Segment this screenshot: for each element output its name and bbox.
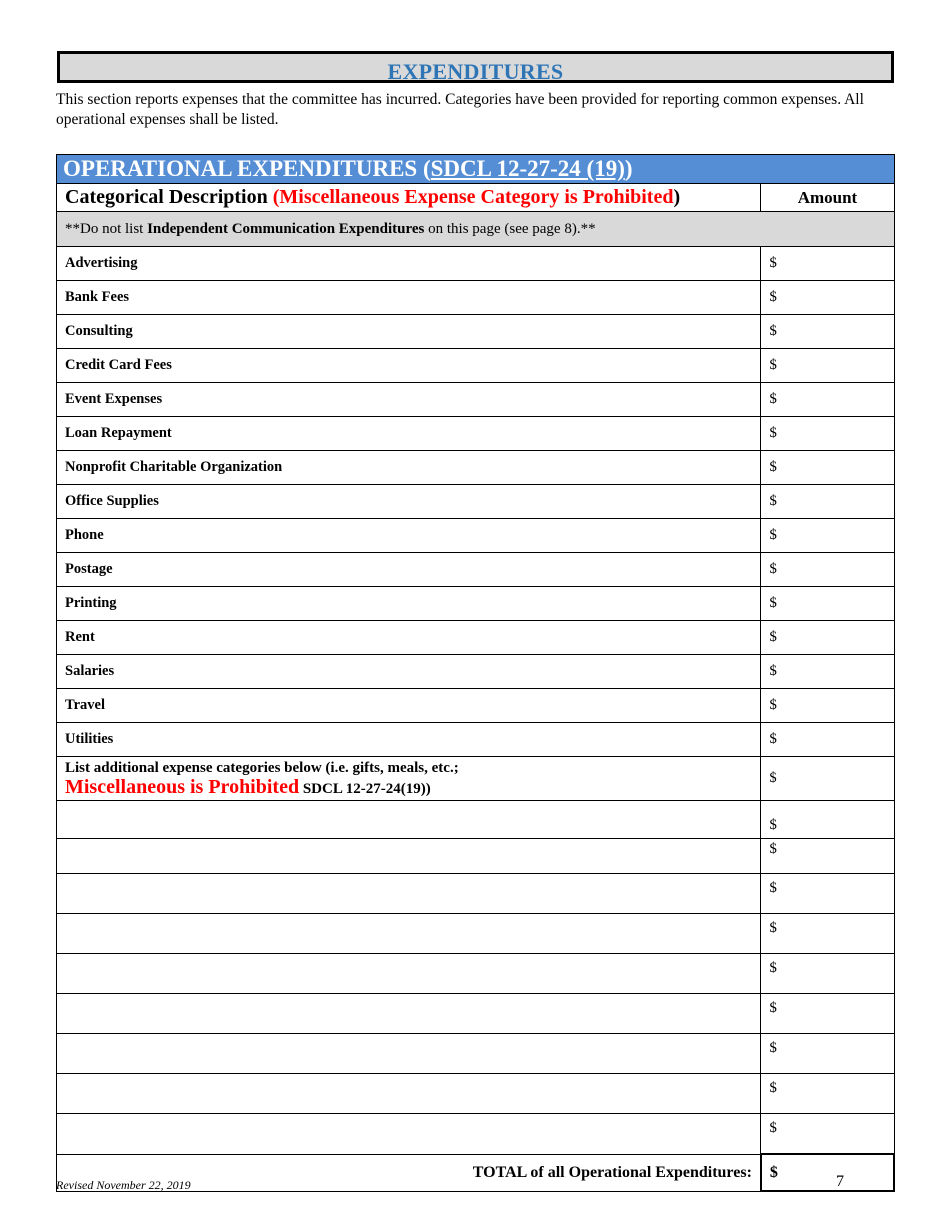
additional-statute: SDCL 12-27-24(19)) bbox=[299, 780, 431, 797]
currency-symbol: $ bbox=[769, 1163, 778, 1181]
note-suffix: on this page (see page 8).** bbox=[424, 220, 596, 237]
currency-symbol: $ bbox=[769, 817, 777, 833]
currency-symbol: $ bbox=[769, 731, 777, 747]
table-row bbox=[57, 689, 895, 723]
currency-symbol: $ bbox=[769, 1120, 777, 1136]
currency-symbol: $ bbox=[769, 323, 777, 339]
category-entry-field[interactable] bbox=[57, 874, 761, 914]
table-row bbox=[57, 417, 895, 451]
category-entry-field[interactable] bbox=[57, 954, 761, 994]
currency-symbol: $ bbox=[769, 493, 777, 509]
expense-category-label: Credit Card Fees bbox=[57, 349, 761, 383]
total-label: TOTAL of all Operational Expenditures: bbox=[57, 1154, 761, 1191]
table-header bbox=[57, 155, 895, 184]
blank-entry-row bbox=[57, 839, 895, 874]
note-text bbox=[57, 212, 895, 247]
currency-symbol: $ bbox=[769, 289, 777, 305]
amount-field[interactable] bbox=[761, 281, 894, 315]
table-row bbox=[57, 247, 895, 281]
expense-category-label: Office Supplies bbox=[57, 485, 761, 519]
table-row bbox=[57, 655, 895, 689]
table-row bbox=[57, 485, 895, 519]
prohibited-warning: Miscellaneous Expense Category is Prohibited bbox=[279, 186, 674, 208]
amount-field[interactable] bbox=[761, 621, 894, 655]
currency-symbol: $ bbox=[769, 357, 777, 373]
amount-field[interactable] bbox=[761, 757, 894, 801]
expense-items bbox=[57, 247, 895, 757]
additional-categories-label bbox=[57, 757, 761, 801]
table-row bbox=[57, 621, 895, 655]
currency-symbol: $ bbox=[769, 1040, 777, 1056]
amount-header: Amount bbox=[761, 184, 894, 212]
category-entry-field[interactable] bbox=[57, 1034, 761, 1074]
amount-field[interactable] bbox=[761, 1074, 894, 1114]
total-amount-field[interactable] bbox=[761, 1154, 894, 1191]
currency-symbol: $ bbox=[769, 841, 777, 857]
amount-field[interactable] bbox=[761, 553, 894, 587]
amount-field[interactable] bbox=[761, 349, 894, 383]
amount-field[interactable] bbox=[761, 247, 894, 281]
amount-field[interactable] bbox=[761, 655, 894, 689]
statute-link[interactable]: SDCL 12-27-24 (19) bbox=[430, 156, 625, 181]
expense-category-label: Rent bbox=[57, 621, 761, 655]
table-row bbox=[57, 349, 895, 383]
currency-symbol: $ bbox=[769, 527, 777, 543]
expense-category-label: Travel bbox=[57, 689, 761, 723]
expense-category-label: Loan Repayment bbox=[57, 417, 761, 451]
amount-field[interactable] bbox=[761, 1114, 894, 1155]
cat-close-paren: ) bbox=[673, 186, 681, 208]
category-entry-field[interactable] bbox=[57, 1114, 761, 1155]
expense-category-label: Nonprofit Charitable Organization bbox=[57, 451, 761, 485]
category-entry-field[interactable] bbox=[57, 914, 761, 954]
table-header-row bbox=[57, 155, 895, 184]
currency-symbol: $ bbox=[769, 880, 777, 896]
currency-symbol: $ bbox=[769, 1080, 777, 1096]
page-title: EXPENDITURES bbox=[387, 59, 564, 84]
amount-field[interactable] bbox=[761, 994, 894, 1034]
additional-misc: Miscellaneous is Prohibited bbox=[65, 775, 300, 798]
amount-field[interactable] bbox=[761, 874, 894, 914]
page-number: 7 bbox=[836, 1173, 844, 1190]
table-row bbox=[57, 281, 895, 315]
blank-entry-row bbox=[57, 801, 895, 839]
additional-categories-row bbox=[57, 757, 895, 801]
currency-symbol: $ bbox=[769, 459, 777, 475]
amount-field[interactable] bbox=[761, 914, 894, 954]
amount-field[interactable] bbox=[761, 839, 894, 874]
additional-line1: List additional expense categories below (i.e. gifts, meals, etc.; bbox=[65, 759, 459, 776]
note-bold: Independent Communication Expenditures bbox=[147, 220, 425, 237]
currency-symbol: $ bbox=[769, 663, 777, 679]
table-row bbox=[57, 519, 895, 553]
expense-category-label: Utilities bbox=[57, 723, 761, 757]
table-row bbox=[57, 587, 895, 621]
header-suffix: ) bbox=[624, 156, 633, 181]
header-prefix: OPERATIONAL EXPENDITURES ( bbox=[63, 156, 431, 181]
currency-symbol: $ bbox=[769, 629, 777, 645]
currency-symbol: $ bbox=[769, 595, 777, 611]
blank-entry-row bbox=[57, 1034, 895, 1074]
currency-symbol: $ bbox=[769, 255, 777, 271]
category-entry-field[interactable] bbox=[57, 801, 761, 839]
expense-category-label: Event Expenses bbox=[57, 383, 761, 417]
category-header-row bbox=[57, 184, 895, 212]
amount-field[interactable] bbox=[761, 315, 894, 349]
table-row bbox=[57, 451, 895, 485]
amount-field[interactable] bbox=[761, 723, 894, 757]
cat-desc-label: Categorical Description bbox=[65, 186, 268, 208]
blank-entry-row bbox=[57, 874, 895, 914]
currency-symbol: $ bbox=[769, 770, 777, 786]
amount-field[interactable] bbox=[761, 801, 894, 839]
amount-field[interactable] bbox=[761, 485, 894, 519]
amount-field[interactable] bbox=[761, 1034, 894, 1074]
cat-open-paren: ( bbox=[267, 186, 280, 208]
blank-entry-row bbox=[57, 954, 895, 994]
table-row bbox=[57, 383, 895, 417]
amount-field[interactable] bbox=[761, 587, 894, 621]
category-entry-field[interactable] bbox=[57, 994, 761, 1034]
currency-symbol: $ bbox=[769, 697, 777, 713]
amount-field[interactable] bbox=[761, 519, 894, 553]
table-row bbox=[57, 315, 895, 349]
currency-symbol: $ bbox=[769, 391, 777, 407]
expense-category-label: Printing bbox=[57, 587, 761, 621]
note-row bbox=[57, 212, 895, 247]
blank-entry-row bbox=[57, 914, 895, 954]
amount-field[interactable] bbox=[761, 417, 894, 451]
expense-category-label: Salaries bbox=[57, 655, 761, 689]
category-entry-field[interactable] bbox=[57, 839, 761, 874]
revised-date: Revised November 22, 2019 bbox=[56, 1178, 191, 1192]
expense-category-label: Consulting bbox=[57, 315, 761, 349]
currency-symbol: $ bbox=[769, 425, 777, 441]
amount-field[interactable] bbox=[761, 689, 894, 723]
amount-field[interactable] bbox=[761, 383, 894, 417]
currency-symbol: $ bbox=[769, 561, 777, 577]
blank-entry-rows bbox=[57, 801, 895, 1155]
currency-symbol: $ bbox=[769, 1000, 777, 1016]
expense-category-label: Postage bbox=[57, 553, 761, 587]
intro-text: This section reports expenses that the committee has incurred. Categories have been provided for reporting common expenses. All operational expenses shall be listed. bbox=[56, 91, 864, 128]
categorical-description-header bbox=[57, 184, 761, 212]
expense-category-label: Phone bbox=[57, 519, 761, 553]
currency-symbol: $ bbox=[769, 920, 777, 936]
expense-category-label: Advertising bbox=[57, 247, 761, 281]
currency-symbol: $ bbox=[769, 960, 777, 976]
page-title-box bbox=[57, 51, 894, 83]
table-row bbox=[57, 723, 895, 757]
amount-field[interactable] bbox=[761, 954, 894, 994]
category-entry-field[interactable] bbox=[57, 1074, 761, 1114]
expense-category-label: Bank Fees bbox=[57, 281, 761, 315]
blank-entry-row bbox=[57, 1114, 895, 1155]
note-prefix: **Do not list bbox=[65, 220, 148, 237]
blank-entry-row bbox=[57, 994, 895, 1034]
blank-entry-row bbox=[57, 1074, 895, 1114]
table-row bbox=[57, 553, 895, 587]
operational-expenditures-table bbox=[56, 154, 895, 1192]
amount-field[interactable] bbox=[761, 451, 894, 485]
